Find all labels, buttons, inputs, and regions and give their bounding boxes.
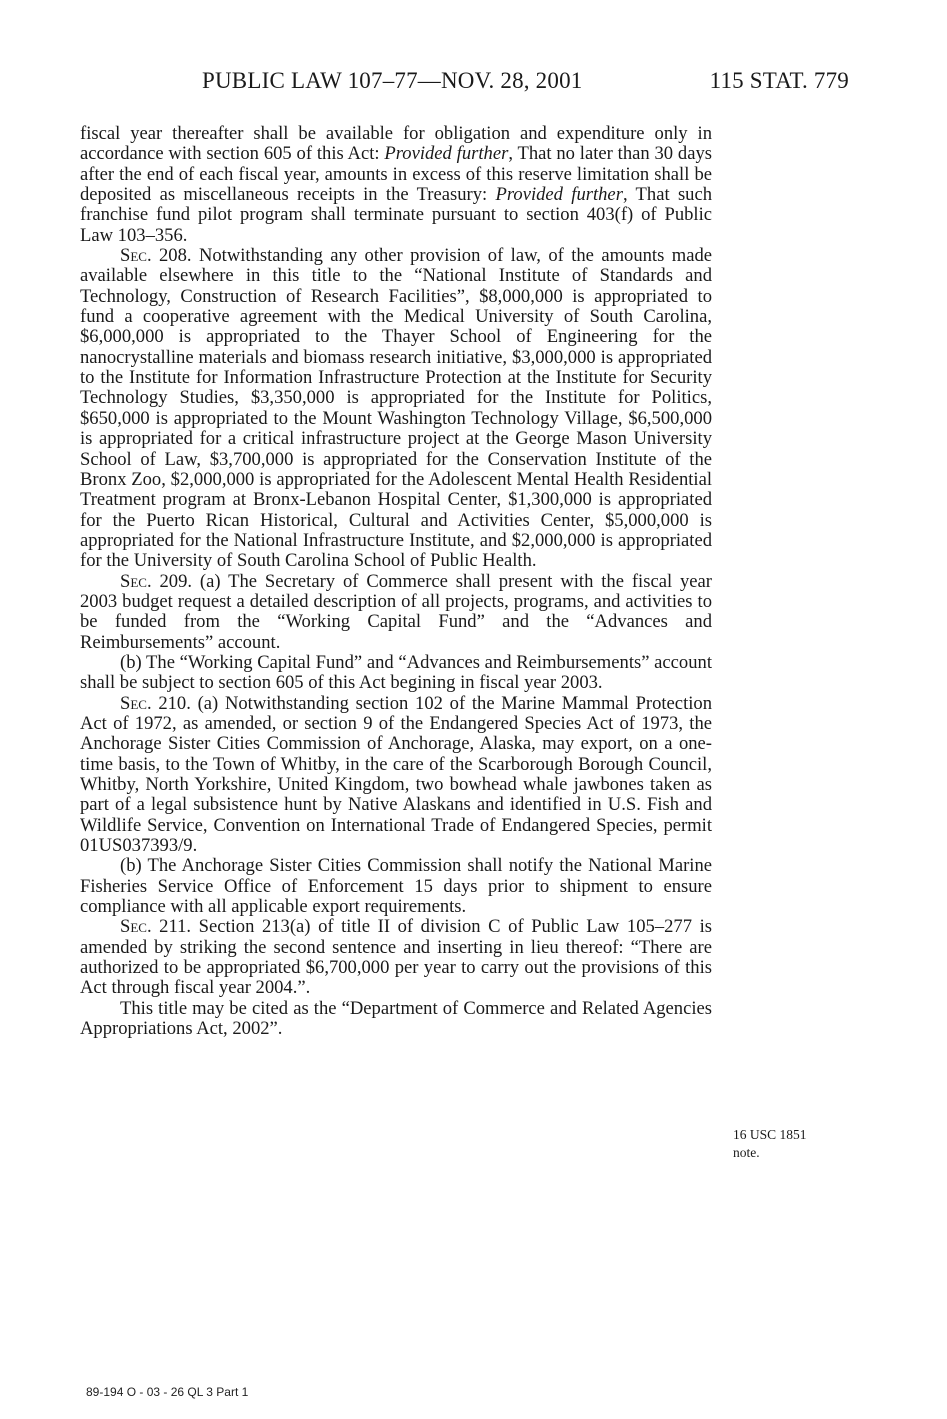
page-stat-number: 115 STAT. 779 — [709, 68, 849, 93]
section-209: Sec. 209. (a) The Secretary of Commerce shall present with the fiscal year 2003 budget request a detailed description of all projects, programs, and activities to be funded from the “Working Capital Fund” and the “Advances and Reimbursements” account. — [80, 570, 712, 653]
section-210-b: (b) The Anchorage Sister Cities Commission shall notify the National Marine Fisheries Service Office of Enforcement 15 days prior to shipment to ensure compliance with all applicable export requirements. — [80, 855, 712, 918]
page-footer-code: 89-194 O - 03 - 26 QL 3 Part 1 — [86, 1385, 249, 1399]
section-label: Sec. 211. — [120, 916, 192, 938]
short-title-paragraph: This title may be cited as the “Department of Commerce and Related Agencies Appropriations Act, 2002”. — [80, 997, 712, 1040]
section-211: Sec. 211. Section 213(a) of title II of division C of Public Law 105–277 is amended by striking the second sentence and inserting in lieu thereof: “There are authorized to be appropriated $6,700,000 per year to carry out the provisions of this Act through fiscal year 2004.”. — [80, 916, 712, 999]
section-label: Sec. 210. — [120, 692, 191, 714]
section-210: Sec. 210. (a) Notwithstanding section 102 of the Marine Mammal Protection Act of 1972, as amended, or section 9 of the Endangered Species Act of 1973, the Anchorage Sister Cities Commission of Anchorage, Alaska, may export, on a one-time basis, to the Town of Whitby, in the care of the Scarborough Borough Council, Whitby, North Yorkshire, United Kingdom, two bowhead whale jawbones taken as part of a legal subsistence hunt by Native Alaskans and identified in U.S. Fish and Wildlife Service, Convention on International Trade of Endangered Species, permit 01US037393/9. — [80, 692, 712, 857]
margin-note — [733, 1126, 843, 1162]
section-label: Sec. 208. — [120, 245, 192, 267]
section-209-b: (b) The “Working Capital Fund” and “Advances and Reimbursements” account shall be subject to section 605 of this Act begining in fiscal year 2003. — [80, 651, 712, 694]
margin-note-suffix: note. — [733, 1145, 760, 1160]
margin-note-citation: 16 USC 1851 — [733, 1127, 807, 1142]
body-text — [80, 124, 712, 1039]
paragraph-continuation: fiscal year thereafter shall be available for obligation and expenditure only in accordance with section 605 of this Act: Provided further, That no later than 30 days after the end of each fiscal year, amounts in excess of this reserve limitation shall be deposited as miscellaneous receipts in the Treasury: Provided further, That such franchise fund pilot program shall terminate pursuant to section 403(f) of Public Law 103–356. — [80, 123, 713, 246]
page-header — [0, 68, 947, 102]
header-title: PUBLIC LAW 107–77—NOV. 28, 2001 — [202, 68, 583, 93]
section-label: Sec. 209. — [120, 570, 193, 592]
section-208: Sec. 208. Notwithstanding any other provision of law, of the amounts made available elsewhere in this title to the “National Institute of Standards and Technology, Construction of Research Facilities”, $8,000,000 is appropriated to fund a cooperative agreement with the Medical University of South Carolina, $6,000,000 is appropriated to the Thayer School of Engineering for the nanocrystalline materials and biomass research initiative, $3,000,000 is appropriated to the Institute for Information Infrastructure Protection at the Institute for Security Technology Studies, $3,350,000 is appropriated for the Institute for Politics, $650,000 is appropriated to the Mount Washington Technology Village, $6,500,000 is appropriated for a critical infrastructure project at the George Mason University School of Law, $3,700,000 is appropriated for the Conservation Institute of the Bronx Zoo, $2,000,000 is appropriated for the Adolescent Mental Health Residential Treatment program at Bronx-Lebanon Hospital Center, $1,300,000 is appropriated for the Puerto Rican Historical, Cultural and Activities Center, $5,000,000 is appropriated for the National Infrastructure Institute, and $2,000,000 is appropriated for the University of South Carolina School of Public Health. — [80, 245, 712, 572]
